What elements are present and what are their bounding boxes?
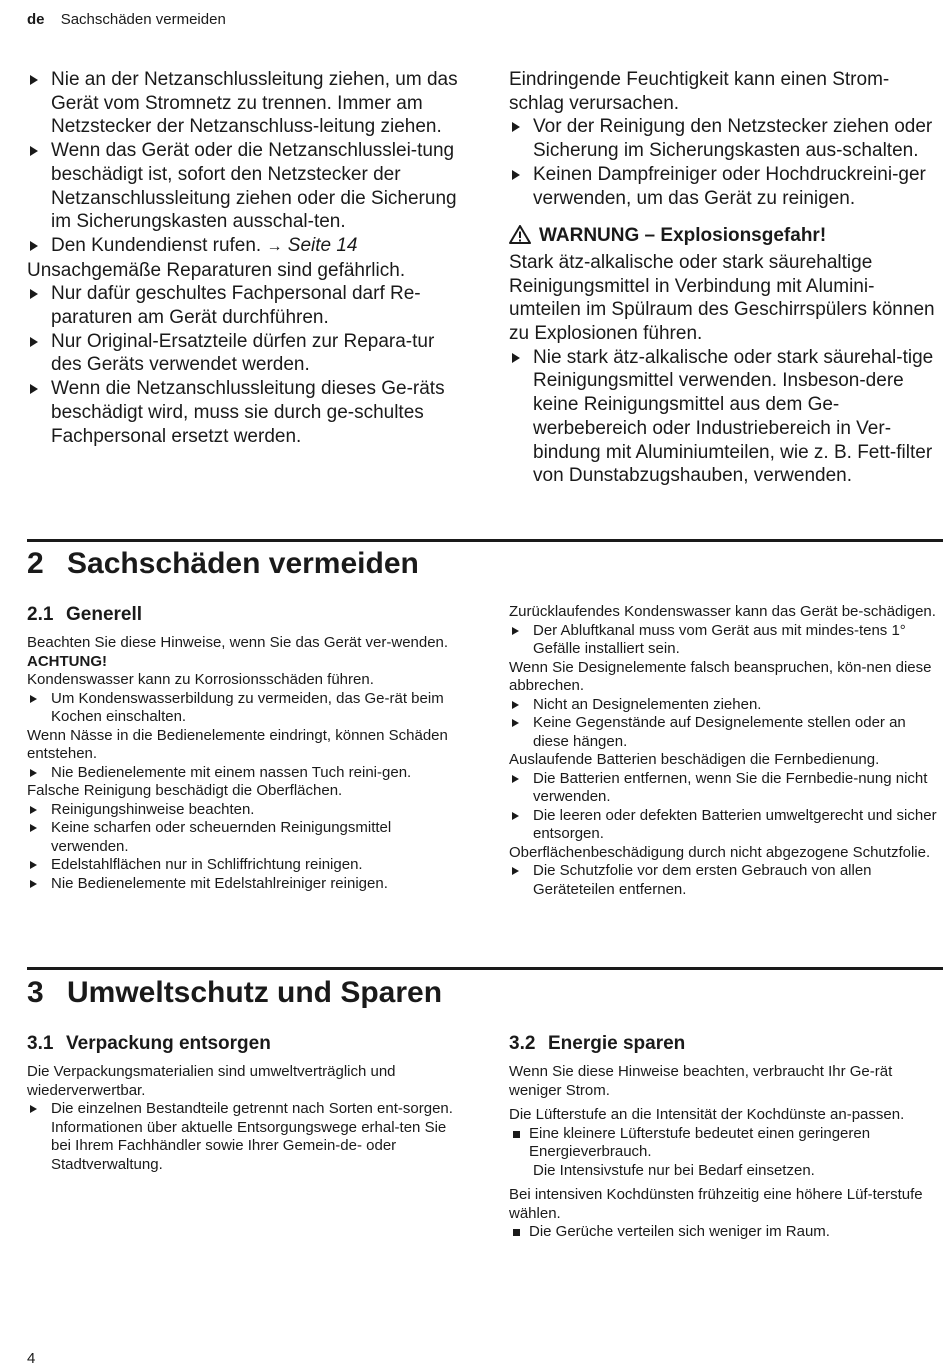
paragraph: Wenn Sie diese Hinweise beachten, verbraucht Ihr Ge-rät weniger Strom. — [509, 1063, 893, 1099]
section-title: Energie sparen — [548, 1033, 686, 1054]
section-title: Generell — [66, 604, 143, 625]
list-item: Nur dafür geschultes Fachpersonal darf Re-paraturen am Gerät durchführen. — [27, 282, 467, 329]
section-number: 2.1 — [27, 604, 54, 625]
paragraph: Bei intensiven Kochdünsten frühzeitig eine höhere Lüf-terstufe wählen. — [509, 1186, 923, 1222]
section-3-1 — [27, 1032, 467, 1174]
list-item: Nie an der Netzanschlussleitung ziehen, um das Gerät vom Stromnetz zu trennen. Immer am Netzstecker der Netzanschluss-leitung ziehen. — [27, 68, 467, 139]
list-item: Vor der Reinigung den Netzstecker ziehen oder Sicherung im Sicherungskasten aus-schalten. — [509, 115, 939, 162]
list-item: Um Kondenswasserbildung zu vermeiden, das Ge-rät beim Kochen einschalten. — [27, 690, 457, 727]
list-item: Keinen Dampfreiniger oder Hochdruckreini-ger verwenden, um das Gerät zu reinigen. — [509, 163, 939, 210]
section-title: Verpackung entsorgen — [66, 1033, 271, 1054]
section-number: 3.1 — [27, 1033, 54, 1054]
chapter-title: Sachschäden vermeiden — [67, 547, 419, 580]
paragraph: Wenn Nässe in die Bedienelemente eindringt, können Schäden entstehen. — [27, 726, 448, 762]
header-title: Sachschäden vermeiden — [60, 11, 226, 28]
paragraph: Beachten Sie diese Hinweise, wenn Sie das Gerät ver-wenden. — [27, 634, 449, 651]
section-heading — [509, 1032, 939, 1055]
paragraph: Die Verpackungsmaterialien sind umweltverträglich und wiederverwertbar. — [27, 1063, 396, 1099]
list-item: Nie stark ätz-alkalische oder stark säurehal-tige Reinigungsmittel verwenden. Insbeson-dere keine Reinigungsmittel aus dem Ge-werbebereich oder Industriebereich in Ver-bindung mit Aluminiumteilen, wie z. B. Fett-filter von Dunstabzugshauben, verwenden. — [509, 346, 939, 488]
list-item: Nur Original-Ersatzteile dürfen zur Repara-tur des Geräts verwendet werden. — [27, 330, 467, 377]
language-code: de — [27, 11, 45, 28]
list-item: Eine kleinere Lüfterstufe bedeutet einen geringeren Energieverbrauch. — [509, 1125, 939, 1162]
list-item: Nie Bedienelemente mit einem nassen Tuch reini-gen. — [27, 764, 457, 783]
list-item: Nicht an Designelementen ziehen. — [509, 696, 945, 715]
list-item: Der Abluftkanal muss vom Gerät aus mit mindes-tens 1° Gefälle installiert sein. — [509, 622, 945, 659]
section-2-1-left — [27, 603, 457, 893]
chapter-heading — [27, 975, 442, 1011]
paragraph: Zurücklaufendes Kondenswasser kann das Gerät be-schädigen. — [509, 603, 936, 620]
section-heading — [27, 1032, 467, 1055]
top-left-column — [27, 68, 467, 448]
list-item: Die einzelnen Bestandteile getrennt nach Sorten ent-sorgen. — [27, 1100, 467, 1119]
paragraph: Unsachgemäße Reparaturen sind gefährlich. — [27, 259, 406, 281]
kundendienst-text: Den Kundendienst rufen. — [51, 234, 262, 256]
paragraph: Oberflächenbeschädigung durch nicht abgezogene Schutzfolie. — [509, 843, 931, 861]
chapter-number: 3 — [27, 976, 44, 1009]
list-item-note: Informationen über aktuelle Entsorgungswege erhal-ten Sie bei Ihrem Fachhändler sowie Ihrer Gemein-de- oder Stadtverwaltung. — [51, 1118, 447, 1173]
list-item: Wenn die Netzanschlussleitung dieses Ge-räts beschädigt wird, muss sie durch ge-schultes Fachpersonal ersetzt werden. — [27, 377, 467, 448]
list-item — [27, 234, 467, 259]
warning-title: WARNUNG – Explosionsgefahr! — [539, 225, 827, 247]
page-header — [27, 11, 226, 28]
paragraph: Eindringende Feuchtigkeit kann einen Strom-schlag verursachen. — [509, 69, 890, 114]
arrow-right-icon: → — [266, 237, 283, 255]
chapter-number: 2 — [27, 547, 44, 580]
paragraph: Auslaufende Batterien beschädigen die Fernbedienung. — [509, 751, 880, 768]
paragraph: Die Lüfterstufe an die Intensität der Kochdünste an-passen. — [509, 1106, 905, 1123]
list-item: Die Gerüche verteilen sich weniger im Raum. — [509, 1223, 939, 1242]
warning-heading — [509, 224, 939, 251]
list-item: Wenn das Gerät oder die Netzanschlusslei-tung beschädigt ist, sofort den Netzstecker der Netzanschlussleitung ziehen oder die Sicherung im Sicherungskasten ausschal-ten. — [27, 139, 467, 234]
list-item: Die leeren oder defekten Batterien umweltgerecht und sicher entsorgen. — [509, 807, 945, 844]
chapter-heading — [27, 546, 419, 582]
list-item: Die Batterien entfernen, wenn Sie die Fernbedie-nung nicht verwenden. — [509, 770, 945, 807]
list-item: Edelstahlflächen nur in Schliffrichtung reinigen. — [27, 856, 457, 875]
chapter-divider — [27, 539, 943, 542]
warning-text: Stark ätz-alkalische oder stark säurehaltige Reinigungsmittel in Verbindung mit Alumini-umteilen im Spülraum des Geschirrspülers können zu Explosionen führen. — [509, 251, 935, 345]
chapter-title: Umweltschutz und Sparen — [67, 976, 443, 1009]
page-number: 4 — [27, 1350, 36, 1367]
paragraph: Wenn Sie Designelemente falsch beanspruchen, kön-nen diese abbrechen. — [509, 658, 932, 694]
paragraph: Falsche Reinigung beschädigt die Oberflächen. — [27, 782, 343, 799]
section-2-1-right — [509, 603, 945, 899]
list-item: Die Schutzfolie vor dem ersten Gebrauch von allen Geräteteilen entfernen. — [509, 862, 945, 899]
list-item: Reinigungshinweise beachten. — [27, 801, 457, 820]
section-heading — [27, 603, 457, 626]
warning-triangle-icon — [509, 225, 531, 251]
list-item: Keine scharfen oder scheuernden Reinigungsmittel verwenden. — [27, 819, 457, 856]
caution-label: ACHTUNG! — [27, 652, 107, 670]
paragraph: Kondenswasser kann zu Korrosionsschäden führen. — [27, 671, 374, 688]
top-right-column — [509, 68, 939, 488]
section-number: 3.2 — [509, 1033, 536, 1054]
section-3-2 — [509, 1032, 939, 1242]
page-reference-link[interactable]: Seite 14 — [287, 234, 358, 256]
list-item-note: Die Intensivstufe nur bei Bedarf einsetzen. — [533, 1161, 815, 1179]
list-item: Nie Bedienelemente mit Edelstahlreiniger reinigen. — [27, 875, 457, 894]
list-item: Keine Gegenstände auf Designelemente stellen oder an diese hängen. — [509, 714, 945, 751]
chapter-divider — [27, 967, 943, 970]
